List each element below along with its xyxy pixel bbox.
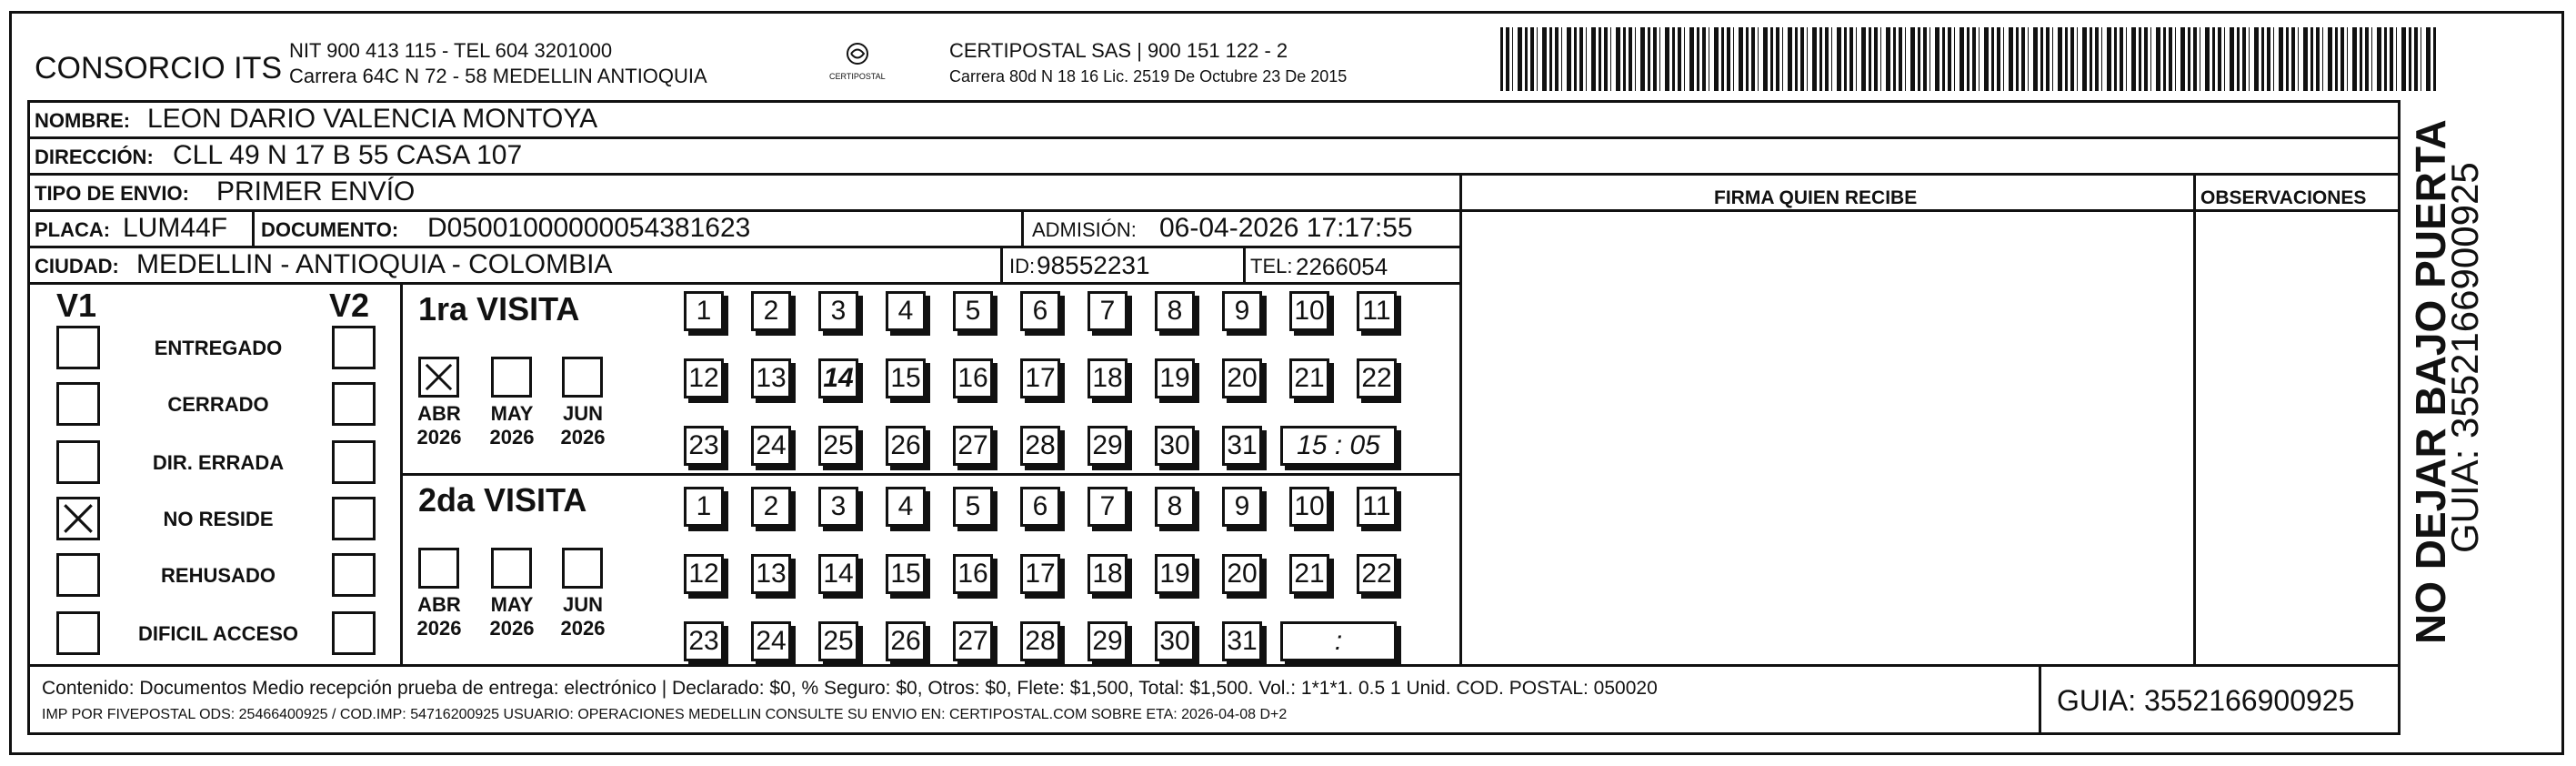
- day-box[interactable]: 30: [1155, 426, 1195, 466]
- day-box[interactable]: 19: [1155, 358, 1195, 398]
- tel-value: 2266054: [1296, 253, 1388, 280]
- nombre-label: NOMBRE:: [35, 109, 131, 132]
- day-box[interactable]: 25: [818, 426, 858, 466]
- year-label: 2026: [489, 426, 535, 449]
- v2-header: V2: [329, 287, 370, 324]
- day-box[interactable]: 13: [751, 358, 791, 398]
- status-label: CERRADO: [167, 393, 269, 416]
- day-box[interactable]: 26: [886, 426, 926, 466]
- day-box[interactable]: 5: [953, 291, 993, 331]
- tel-label: TEL:: [1250, 255, 1293, 277]
- documento-value: D05001000000054381623: [427, 213, 751, 243]
- month-checkbox[interactable]: [562, 548, 603, 589]
- v2-checkbox[interactable]: [332, 497, 376, 540]
- month-label: JUN: [562, 402, 603, 425]
- ciudad-label: CIUDAD:: [35, 255, 119, 277]
- documento-label: DOCUMENTO:: [261, 218, 399, 241]
- day-box[interactable]: 4: [886, 487, 926, 527]
- company-address: Carrera 64C N 72 - 58 MEDELLIN ANTIOQUIA: [289, 65, 707, 87]
- footer-guia: GUIA: 3552166900925: [2057, 684, 2355, 717]
- v2-checkbox[interactable]: [332, 382, 376, 426]
- tipo-envio-value: PRIMER ENVÍO: [216, 176, 416, 207]
- year-label: 2026: [416, 426, 462, 449]
- certipostal-logo-icon: [835, 40, 880, 67]
- day-box[interactable]: 2: [751, 487, 791, 527]
- day-box[interactable]: 22: [1357, 554, 1397, 594]
- day-box[interactable]: 16: [953, 358, 993, 398]
- day-box[interactable]: 12: [684, 358, 724, 398]
- id-label: ID:: [1009, 255, 1036, 277]
- month-checkbox[interactable]: [418, 548, 459, 589]
- status-label: REHUSADO: [161, 564, 276, 587]
- side-warning: NO DEJAR BAJO PUERTA: [2407, 119, 2454, 644]
- day-box[interactable]: 20: [1222, 554, 1262, 594]
- month-label: ABR: [417, 402, 461, 425]
- visita1-title: 1ra VISITA: [418, 290, 580, 328]
- tipo-envio-label: TIPO DE ENVIO:: [35, 182, 189, 205]
- month-label: MAY: [490, 593, 534, 616]
- day-box[interactable]: 29: [1088, 426, 1128, 466]
- year-label: 2026: [560, 617, 606, 640]
- ciudad-value: MEDELLIN - ANTIOQUIA - COLOMBIA: [136, 249, 613, 279]
- logo-caption: CERTIPOSTAL: [829, 72, 886, 81]
- nombre-value: LEON DARIO VALENCIA MONTOYA: [147, 104, 598, 134]
- v1-header: V1: [56, 287, 97, 324]
- day-box[interactable]: 3: [818, 487, 858, 527]
- day-box[interactable]: 14: [818, 358, 858, 398]
- day-box[interactable]: 26: [886, 621, 926, 661]
- day-box[interactable]: 15: [886, 358, 926, 398]
- status-label: DIR. ERRADA: [152, 451, 285, 474]
- day-box[interactable]: 21: [1289, 554, 1329, 594]
- month-checkbox[interactable]: [418, 357, 459, 398]
- month-checkbox[interactable]: [491, 357, 532, 398]
- company-name: CONSORCIO ITS: [35, 51, 283, 86]
- day-box[interactable]: 8: [1155, 291, 1195, 331]
- month-checkbox[interactable]: [562, 357, 603, 398]
- day-box[interactable]: 27: [953, 621, 993, 661]
- day-box[interactable]: 16: [953, 554, 993, 594]
- day-box[interactable]: 17: [1020, 358, 1060, 398]
- side-guia: GUIA: 3552166900925: [2443, 162, 2486, 553]
- day-box[interactable]: 23: [684, 426, 724, 466]
- footer-contenido: Contenido: Documentos Medio recepción prueba de entrega: electrónico | Declarado: $0, % Seguro: $0, Otros: $0, Flete: $1,500, Total: $1,500. Vol.: 1*1*1. 0.5 1 Unid. COD. POSTAL: 050020: [42, 678, 1658, 699]
- day-box[interactable]: 22: [1357, 358, 1397, 398]
- day-box[interactable]: 10: [1289, 291, 1329, 331]
- day-box[interactable]: 23: [684, 621, 724, 661]
- day-box[interactable]: 17: [1020, 554, 1060, 594]
- day-box[interactable]: 5: [953, 487, 993, 527]
- admision-value: 06-04-2026 17:17:55: [1159, 213, 1413, 243]
- day-box[interactable]: 15: [886, 554, 926, 594]
- day-box[interactable]: 11: [1357, 487, 1397, 527]
- status-label: ENTREGADO: [154, 337, 283, 359]
- day-box[interactable]: 3: [818, 291, 858, 331]
- day-box[interactable]: 24: [751, 621, 791, 661]
- year-label: 2026: [560, 426, 606, 449]
- day-box[interactable]: 9: [1222, 487, 1262, 527]
- day-box[interactable]: 8: [1155, 487, 1195, 527]
- v2-checkbox[interactable]: [332, 553, 376, 597]
- certipostal-address: Carrera 80d N 18 16 Lic. 2519 De Octubre 23 De 2015: [949, 67, 1348, 86]
- day-box[interactable]: 18: [1088, 358, 1128, 398]
- month-checkbox[interactable]: [491, 548, 532, 589]
- day-box[interactable]: 28: [1020, 621, 1060, 661]
- day-box[interactable]: 20: [1222, 358, 1262, 398]
- company-nit: NIT 900 413 115 - TEL 604 3201000: [289, 39, 613, 62]
- day-box[interactable]: 4: [886, 291, 926, 331]
- month-label: JUN: [562, 593, 603, 616]
- barcode: [1500, 27, 2437, 91]
- day-box[interactable]: 7: [1088, 487, 1128, 527]
- direccion-label: DIRECCIÓN:: [35, 146, 154, 168]
- time-box[interactable]: 15 : 05: [1280, 426, 1397, 466]
- v2-checkbox[interactable]: [332, 440, 376, 484]
- day-box[interactable]: 12: [684, 554, 724, 594]
- v2-checkbox[interactable]: [332, 611, 376, 655]
- day-box[interactable]: 30: [1155, 621, 1195, 661]
- day-box[interactable]: 31: [1222, 426, 1262, 466]
- year-label: 2026: [416, 617, 462, 640]
- day-box[interactable]: 19: [1155, 554, 1195, 594]
- day-box[interactable]: 9: [1222, 291, 1262, 331]
- status-label: DIFICIL ACCESO: [137, 622, 298, 645]
- month-label: ABR: [417, 593, 461, 616]
- visita2-title: 2da VISITA: [418, 481, 587, 519]
- id-value: 98552231: [1037, 251, 1150, 279]
- certipostal-line: CERTIPOSTAL SAS | 900 151 122 - 2: [949, 39, 1288, 62]
- time-box[interactable]: :: [1280, 621, 1397, 661]
- day-box[interactable]: 7: [1088, 291, 1128, 331]
- placa-label: PLACA:: [35, 218, 111, 241]
- month-label: MAY: [490, 402, 534, 425]
- day-box[interactable]: 25: [818, 621, 858, 661]
- observaciones-header: OBSERVACIONES: [2200, 187, 2367, 208]
- day-box[interactable]: 28: [1020, 426, 1060, 466]
- day-box[interactable]: 11: [1357, 291, 1397, 331]
- day-box[interactable]: 2: [751, 291, 791, 331]
- day-box[interactable]: 1: [684, 487, 724, 527]
- footer-imp: IMP POR FIVEPOSTAL ODS: 25466400925 / COD.IMP: 54716200925 USUARIO: OPERACIONES MEDELLIN CONSULTE SU ENVIO EN: CERTIPOSTAL.COM SOBRE ETA: 2026-04-08 D+2: [42, 707, 1288, 722]
- day-box[interactable]: 14: [818, 554, 858, 594]
- day-box[interactable]: 29: [1088, 621, 1128, 661]
- day-box[interactable]: 31: [1222, 621, 1262, 661]
- day-box[interactable]: 24: [751, 426, 791, 466]
- year-label: 2026: [489, 617, 535, 640]
- status-label: NO RESIDE: [163, 508, 274, 530]
- firma-header: FIRMA QUIEN RECIBE: [1714, 187, 1918, 208]
- day-box[interactable]: 27: [953, 426, 993, 466]
- day-box[interactable]: 18: [1088, 554, 1128, 594]
- day-box[interactable]: 1: [684, 291, 724, 331]
- day-box[interactable]: 13: [751, 554, 791, 594]
- direccion-value: CLL 49 N 17 B 55 CASA 107: [173, 140, 523, 170]
- day-box[interactable]: 6: [1020, 291, 1060, 331]
- v2-checkbox[interactable]: [332, 326, 376, 369]
- placa-value: LUM44F: [123, 213, 228, 243]
- admision-label: ADMISIÓN:: [1032, 218, 1137, 241]
- day-box[interactable]: 6: [1020, 487, 1060, 527]
- day-box[interactable]: 10: [1289, 487, 1329, 527]
- day-box[interactable]: 21: [1289, 358, 1329, 398]
